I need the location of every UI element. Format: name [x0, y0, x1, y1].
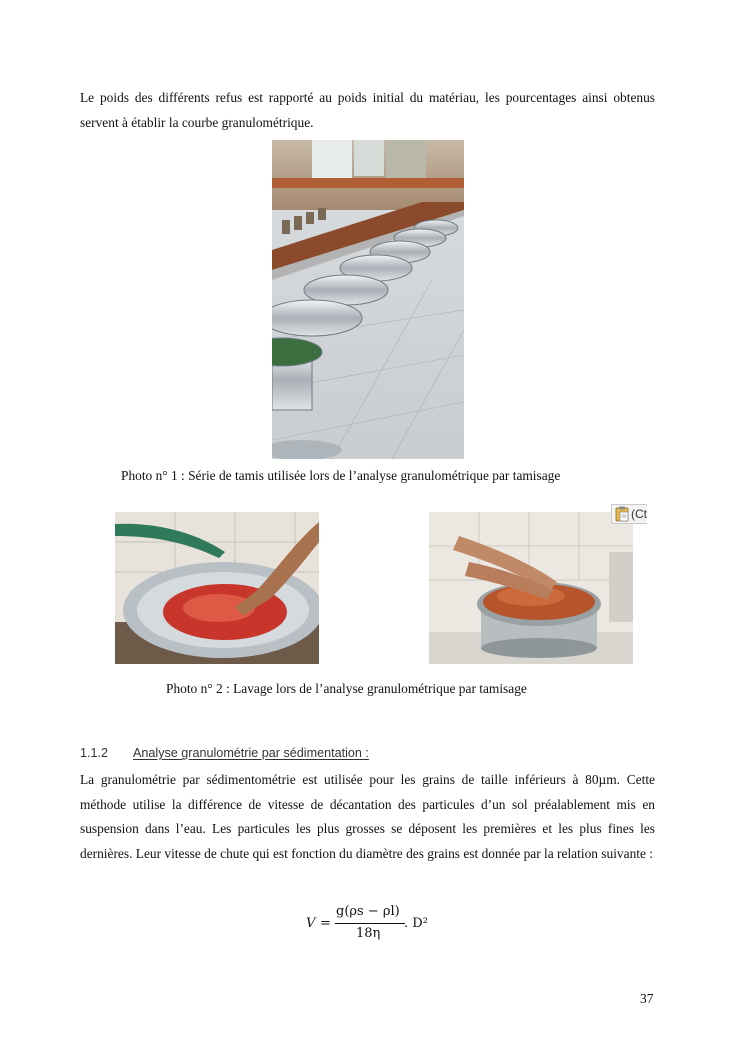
- clipboard-icon: [615, 506, 629, 522]
- formula-denominator: 18η: [356, 926, 381, 941]
- section-number: 1.1.2: [80, 746, 109, 760]
- photo1-caption: Photo n° 1 : Série de tamis utilisée lors de l’analyse granulométrique par tamisage: [121, 468, 561, 483]
- photo-washing-basin: [115, 512, 319, 664]
- photo-sieving-hands: [429, 512, 633, 664]
- fraction-bar: [335, 923, 405, 924]
- page-number: 37: [640, 991, 654, 1006]
- formula-numerator: g(ρs − ρl): [336, 904, 400, 919]
- intro-paragraph: Le poids des différents refus est rapporté au poids initial du matériau, les pourcentages ainsi obtenus servent à établir la courbe granulométrique.: [80, 90, 655, 130]
- velocity-formula: [300, 902, 440, 946]
- section-heading: [80, 746, 369, 760]
- body-paragraph: La granulométrie par sédimentométrie est utilisée pour les grains de taille inférieurs à 80µm. Cette méthode utilise la différence de vitesse de décantation des particules d’un sol préalablement mis en suspension dans l’eau. Les particules les plus grosses se déposent les premières et les plus fines les dernières. Leur vitesse de chute qui est fonction du diamètre des grains est donnée par la relation suivante :: [80, 772, 655, 861]
- section-title: Analyse granulométrie par sédimentation :: [133, 746, 369, 760]
- formula-equals: =: [320, 916, 331, 931]
- paste-options-button[interactable]: [611, 504, 647, 524]
- paste-options-label: (Ct: [631, 507, 647, 521]
- photo2-caption: Photo n° 2 : Lavage lors de l’analyse granulométrique par tamisage: [166, 681, 527, 696]
- formula-lhs: V: [306, 916, 316, 931]
- formula-tail: . D²: [404, 916, 428, 931]
- photo-sieve-series: [272, 140, 464, 459]
